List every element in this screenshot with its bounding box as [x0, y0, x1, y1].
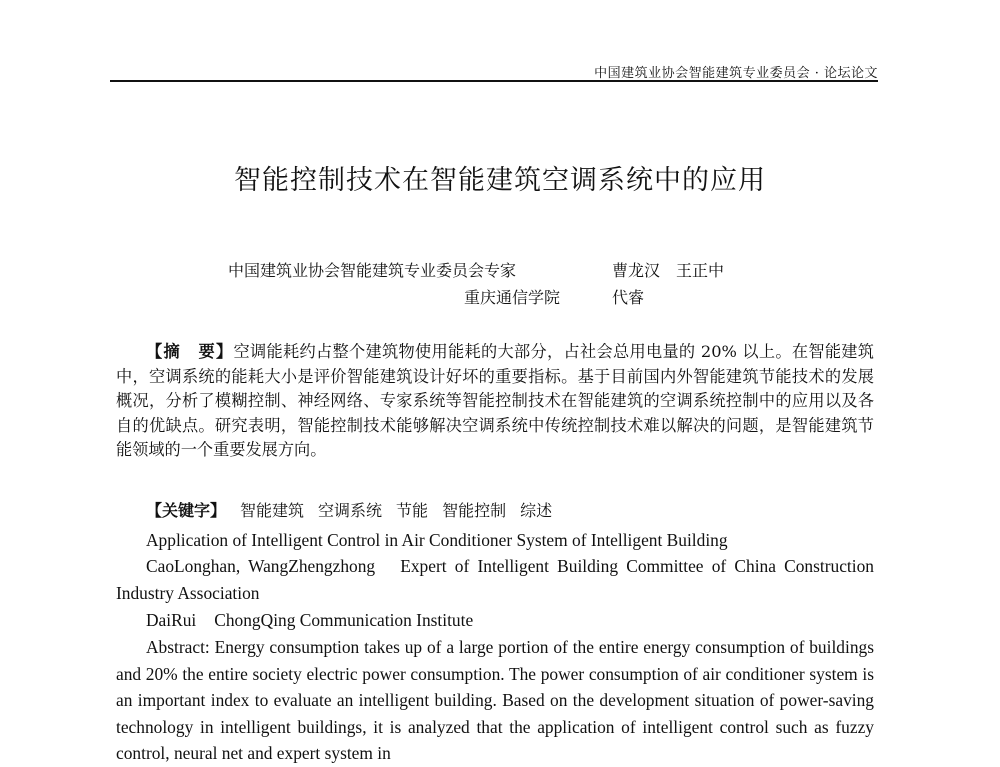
abstract-text: 空调能耗约占整个建筑物使用能耗的大部分，占社会总用电量的 20% 以上。在智能建筑中，空调系统的能耗大小是评价智能建筑设计好坏的重要指标。基于目前国内外智能建筑节能技术的发展概况，分析了模糊控制、神经网络、专家系统等智能控制技术在智能建筑的空调系统控制中的应用以及各自的优缺点。研究表明，智能控制技术能够解决空调系统中传统控制技术难以解决的问题，是智能建筑节能领域的一个重要发展方向。	[116, 342, 874, 459]
running-header: 中国建筑业协会智能建筑专业委员会 · 论坛论文	[594, 66, 878, 81]
abstract-label: 【摘 要】	[146, 342, 234, 361]
author-1-names: 曹龙汉 王正中	[612, 261, 725, 280]
keyword: 智能建筑	[240, 501, 305, 520]
author-1-affiliation: 中国建筑业协会智能建筑专业委员会专家	[228, 261, 517, 280]
english-author-2-org: ChongQing Communication Institute	[214, 610, 474, 630]
english-abstract-text: Energy consumption takes up of a large portion of the entire energy consumption of buildings and 20% the entire society electric power consumption. The power consumption of air conditioner system is an important index to evaluate an intelligent building. Based on the development situation of power-saving technology in intelligent buildings, it is analyzed that the application of intelligent control such as fuzzy control, neural net and expert system in	[116, 637, 874, 763]
keyword: 节能	[396, 501, 429, 520]
paper-title: 智能控制技术在智能建筑空调系统中的应用	[234, 165, 766, 196]
english-author-2-name: DaiRui	[146, 610, 197, 630]
keyword: 空调系统	[318, 501, 383, 520]
author-2-names: 代睿	[612, 288, 645, 307]
header-rule	[110, 80, 878, 82]
english-authors: CaoLonghan, WangZhengzhong Expert of Intelligent Building Committee of China Construction Industry Association	[116, 556, 874, 603]
keywords	[146, 499, 876, 523]
keyword: 智能控制	[442, 501, 507, 520]
keyword: 综述	[520, 501, 553, 520]
author-2-affiliation: 重庆通信学院	[464, 288, 561, 307]
english-abstract-label: Abstract:	[146, 637, 210, 657]
keywords-label: 【关键字】	[146, 501, 227, 520]
english-abstract	[116, 634, 874, 767]
english-title: Application of Intelligent Control in Air Conditioner System of Intelligent Building	[146, 530, 728, 550]
english-author-2	[116, 607, 874, 634]
abstract-chinese	[116, 340, 874, 463]
